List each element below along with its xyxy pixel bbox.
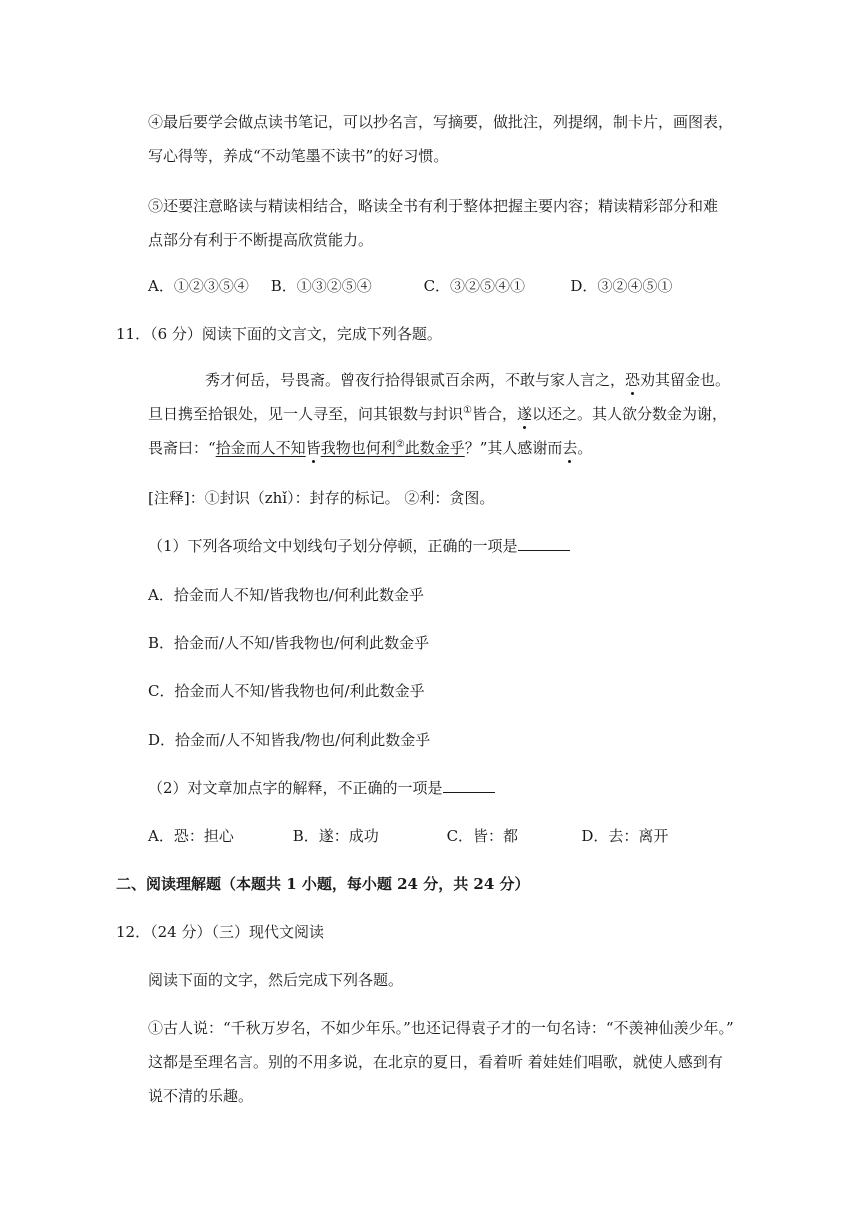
- q11-sub1-option-b: B．拾金而/人不知/皆我物也/何利此数金乎: [148, 634, 430, 652]
- underlined-sentence: [216, 439, 465, 457]
- q12-instruction: 阅读下面的文字，然后完成下列各题。: [148, 971, 404, 989]
- underlined-text: 此数金乎: [404, 439, 465, 457]
- passage-text: 劝其留金也。: [640, 371, 731, 389]
- sub1-stem-text: （1）下列各项给文中划线句子划分停顿，正确的一项是: [148, 537, 518, 555]
- answer-blank: [518, 536, 570, 551]
- answer-blank: [443, 778, 495, 793]
- sub2-stem-text: （2）对文章加点字的解释，不正确的一项是: [148, 779, 443, 797]
- annotation-note: [注释]：①封识（zhǐ）：封存的标记。 ②利：贪图。: [148, 489, 495, 507]
- dotted-char-qu: 去: [562, 439, 578, 457]
- q12-paragraph-1-line-3: 说不清的乐趣。: [148, 1087, 254, 1105]
- q11-sub2-option-a: A．恐：担心: [148, 827, 234, 845]
- q11-sub1-option-a: A．拾金而人不知/皆我物也/何利此数金乎: [148, 586, 424, 604]
- q12-paragraph-1-line-2: 这都是至理名言。别的不用多说，在北京的夏日，看着听 着娃娃们唱歌，就使人感到有: [148, 1053, 723, 1071]
- q11-sub2-option-d: D．去：离开: [581, 827, 669, 845]
- paragraph-4-line-1: ④最后要学会做点读书笔记，可以抄名言，写摘要，做批注，列提纲，制卡片，画图表，: [148, 113, 734, 131]
- section-2-title: 二、阅读理解题（本题共 1 小题，每小题 24 分，共 24 分）: [116, 875, 530, 893]
- q11-sub1-option-d: D．拾金而/人不知皆我/物也/何利此数金乎: [148, 731, 431, 749]
- passage-text: 秀才何岳，号畏斋。曾夜行拾得银贰百余两，不敢与家人言之，: [205, 371, 626, 389]
- q11-sub1-option-c: C．拾金而人不知/皆我物也何/利此数金乎: [148, 682, 425, 700]
- q10-options: [148, 276, 672, 296]
- q10-option-d: D．③②④⑤①: [570, 277, 673, 295]
- passage-text: 以还之。其人欲分数金为谢，: [532, 405, 728, 423]
- passage-text: 旦日携至拾银处，见一人寻至，问其银数与封识: [148, 405, 464, 423]
- passage-text: ？”其人感谢而: [464, 439, 563, 457]
- footnote-marker-1: ①: [463, 405, 472, 416]
- dotted-char-sui: 遂: [517, 405, 533, 423]
- paragraph-5-line-1: ⑤还要注意略读与精读相结合，略读全书有利于整体把握主要内容；精读精彩部分和难: [148, 197, 719, 215]
- paragraph-5-line-2: 点部分有利于不断提高欣赏能力。: [148, 231, 374, 249]
- q11-stem: 11．（6 分）阅读下面的文言文，完成下列各题。: [116, 325, 442, 343]
- q10-option-b: B．①③②⑤④: [270, 277, 372, 295]
- dotted-char-jie: 皆: [305, 439, 321, 457]
- passage-text: 皆合，: [471, 405, 517, 423]
- q10-option-a: A．①②③⑤④: [148, 277, 249, 295]
- paragraph-4-line-2: 写心得等，养成“不动笔墨不读书”的好习惯。: [148, 147, 449, 165]
- q12-stem: 12．（24 分）（三）现代文阅读: [116, 923, 324, 941]
- q11-sub2-stem: [148, 778, 495, 798]
- passage-line-3: [148, 438, 592, 458]
- q11-sub1-stem: [148, 536, 570, 556]
- q11-sub2-option-b: B．遂：成功: [292, 827, 379, 845]
- q10-option-c: C．③②⑤④①: [423, 277, 526, 295]
- footnote-marker-2: ②: [395, 439, 405, 450]
- passage-text: 。: [577, 439, 593, 457]
- q12-paragraph-1-line-1: ①古人说：“千秋万岁名，不如少年乐。”也还记得袁子才的一句名诗：“不羡神仙羡少年。”: [148, 1019, 734, 1037]
- dotted-char-kong: 恐: [625, 371, 641, 389]
- passage-line-2: [148, 404, 727, 424]
- underlined-text: 我物也何利: [320, 439, 396, 457]
- underlined-text: 拾金而人不知: [215, 439, 306, 457]
- q11-sub2-options: [148, 826, 668, 846]
- q11-sub2-option-c: C．皆：都: [446, 827, 519, 845]
- passage-text: 畏斋曰：“: [148, 439, 216, 457]
- passage-line-1: [205, 370, 730, 390]
